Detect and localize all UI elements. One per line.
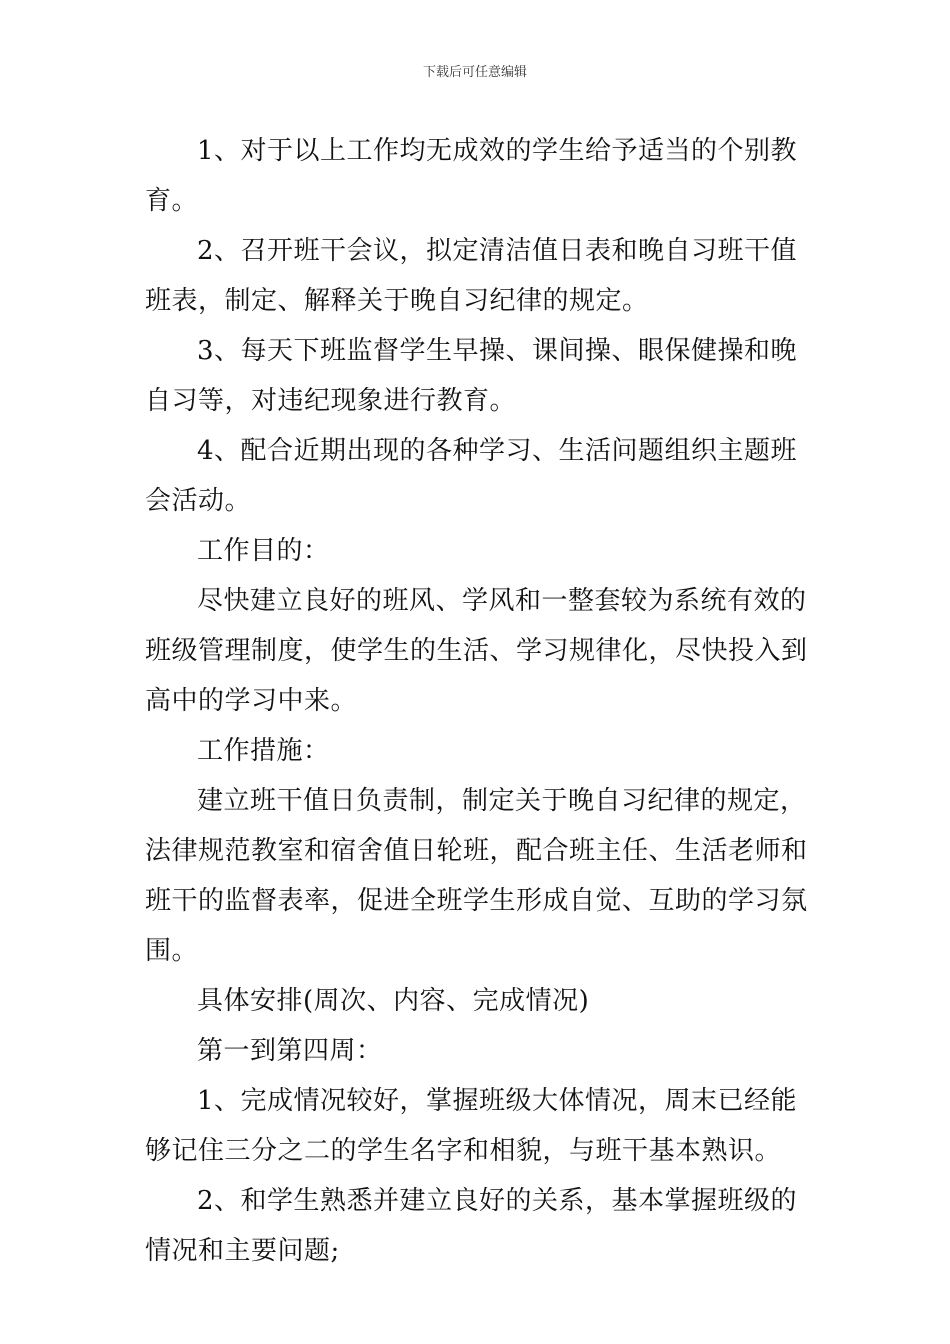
paragraph-2: 2、召开班干会议，拟定清洁值日表和晚自习班干值班表，制定、解释关于晚自习纪律的规定。 xyxy=(145,236,798,316)
paragraph-4: 4、配合近期出现的各种学习、生活问题组织主题班会活动。 xyxy=(145,436,798,516)
section-heading-schedule: 具体安排(周次、内容、完成情况) xyxy=(197,986,590,1016)
paragraph-week-1: 1、完成情况较好，掌握班级大体情况，周末已经能够记住三分之二的学生名字和相貌，与班干基本熟识。 xyxy=(145,1086,798,1166)
section-heading-goal: 工作目的： xyxy=(197,536,330,566)
paragraph-week-2: 2、和学生熟悉并建立良好的关系，基本掌握班级的情况和主要问题; xyxy=(145,1186,798,1266)
paragraph-1: 1、对于以上工作均无成效的学生给予适当的个别教育。 xyxy=(145,136,798,216)
document-body xyxy=(145,126,815,1276)
section-heading-weeks: 第一到第四周： xyxy=(197,1036,383,1066)
page-header: 下载后可任意编辑 xyxy=(422,65,527,80)
section-heading-measures: 工作措施： xyxy=(197,736,330,766)
paragraph-goal: 尽快建立良好的班风、学风和一整套较为系统有效的班级管理制度，使学生的生活、学习规律化，尽快投入到高中的学习中来。 xyxy=(145,586,808,716)
paragraph-measures: 建立班干值日负责制，制定关于晚自习纪律的规定，法律规范教室和宿舍值日轮班，配合班主任、生活老师和班干的监督表率，促进全班学生形成自觉、互助的学习氛围。 xyxy=(145,786,808,966)
paragraph-3: 3、每天下班监督学生早操、课间操、眼保健操和晚自习等，对违纪现象进行教育。 xyxy=(145,336,798,416)
